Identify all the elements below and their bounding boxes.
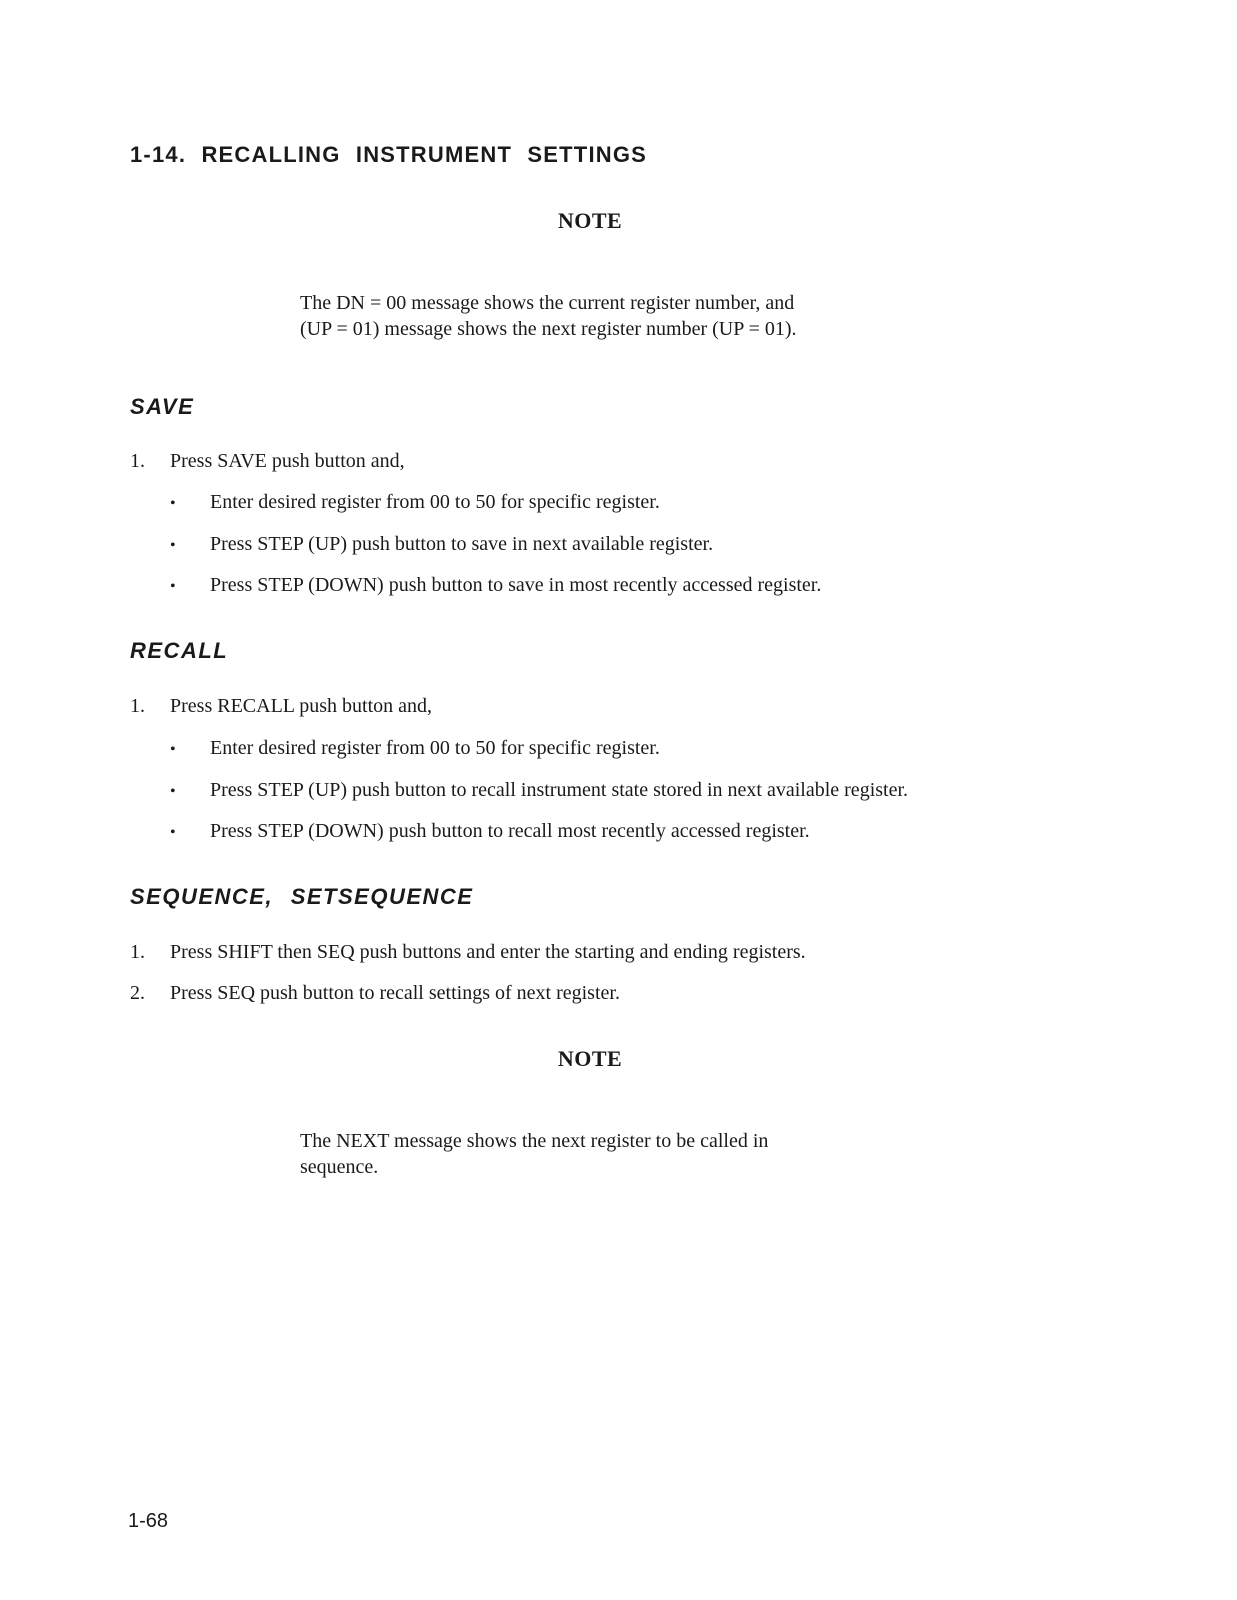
note-title: NOTE (557, 1046, 623, 1071)
note-line: sequence. (300, 1156, 379, 1178)
bullet-text: Enter desired register from 00 to 50 for specific register. (210, 491, 660, 513)
bullet-icon: • (170, 824, 176, 841)
save-bullet-1 (170, 491, 660, 514)
section-title: 1-14. RECALLING INSTRUMENT SETTINGS (130, 142, 648, 167)
bullet-icon: • (170, 578, 176, 595)
recall-bullet-3 (170, 820, 810, 843)
note-body (300, 1128, 900, 1180)
note-line: The DN = 00 message shows the current register number, and (300, 292, 795, 314)
bullet-icon: • (170, 741, 176, 758)
bullet-text: Press STEP (DOWN) push button to recall most recently accessed register. (210, 820, 810, 842)
recall-step-1 (130, 695, 432, 718)
note-body (300, 290, 900, 342)
step-text: Press RECALL push button and, (170, 695, 433, 717)
sequence-step-1 (130, 941, 806, 964)
bullet-icon: • (170, 495, 176, 512)
step-text: Press SAVE push button and, (170, 450, 405, 472)
step-text: Press SEQ push button to recall settings of next register. (170, 982, 620, 1004)
bullet-text: Press STEP (DOWN) push button to save in most recently accessed register. (210, 574, 822, 596)
step-number: 1. (130, 695, 145, 717)
recall-bullet-1 (170, 737, 660, 760)
step-number: 1. (130, 450, 145, 472)
recall-heading: RECALL (130, 638, 229, 663)
sequence-heading: SEQUENCE, SETSEQUENCE (130, 884, 474, 909)
note-line: The NEXT message shows the next register to be called in (300, 1130, 769, 1152)
bullet-text: Press STEP (UP) push button to recall instrument state stored in next available register. (210, 779, 909, 801)
note-title: NOTE (557, 208, 623, 233)
save-bullet-3 (170, 574, 821, 597)
save-step-1 (130, 450, 405, 473)
sequence-step-2 (130, 982, 620, 1005)
note-line: (UP = 01) message shows the next register number (UP = 01). (300, 318, 797, 340)
step-text: Press SHIFT then SEQ push buttons and enter the starting and ending registers. (170, 941, 806, 963)
bullet-icon: • (170, 537, 176, 554)
save-heading: SAVE (130, 394, 195, 419)
page-number: 1-68 (128, 1510, 169, 1532)
step-number: 1. (130, 941, 145, 963)
recall-bullet-2 (170, 779, 908, 802)
save-bullet-2 (170, 533, 713, 556)
bullet-text: Press STEP (UP) push button to save in next available register. (210, 533, 714, 555)
step-number: 2. (130, 982, 145, 1004)
bullet-icon: • (170, 783, 176, 800)
bullet-text: Enter desired register from 00 to 50 for specific register. (210, 737, 660, 759)
